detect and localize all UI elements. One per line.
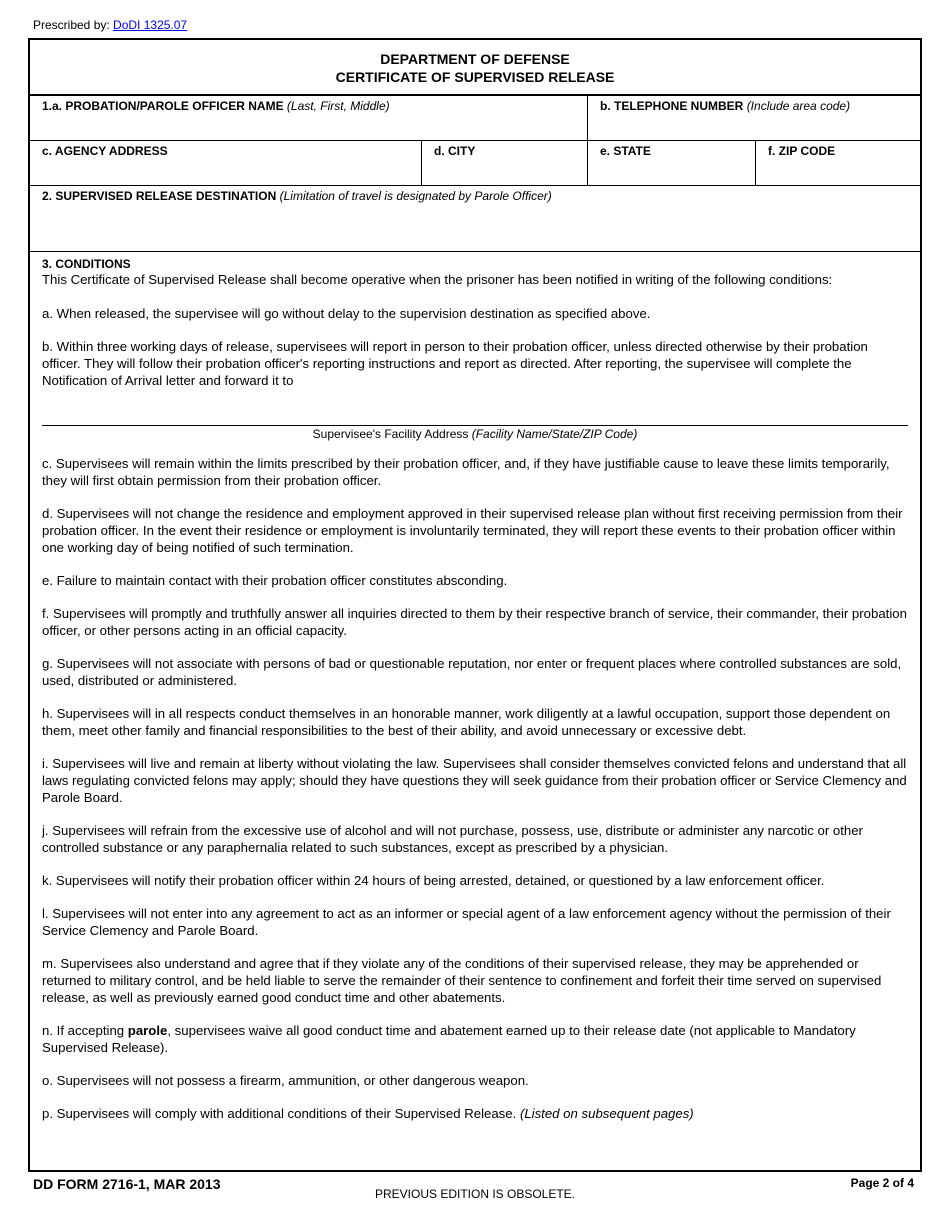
destination-hint: (Limitation of travel is designated by Parole Officer) (279, 189, 552, 203)
city-label: d. CITY (434, 144, 476, 158)
condition-e: e. Failure to maintain contact with their probation officer constitutes absconding. (42, 573, 508, 588)
condition-j: j. Supervisees will refrain from the excessive use of alcohol and will not purchase, possess, use, distribute or administer any narcotic or other controlled substance or any paraphernalia related to such substances, except as prescribed by a physician. (42, 823, 863, 855)
telephone-hint: (Include area code) (746, 99, 851, 113)
prescribed-by (33, 18, 187, 32)
officer-name-hint: (Last, First, Middle) (286, 99, 390, 113)
officer-name-label: 1.a. PROBATION/PAROLE OFFICER NAME (42, 99, 284, 113)
destination-label: 2. SUPERVISED RELEASE DESTINATION (42, 189, 277, 203)
edition-notice: PREVIOUS EDITION IS OBSOLETE. (374, 1187, 576, 1201)
state-field[interactable] (587, 141, 755, 185)
condition-o: o. Supervisees will not possess a firearm, ammunition, or other dangerous weapon. (42, 1073, 529, 1088)
telephone-label: b. TELEPHONE NUMBER (600, 99, 744, 113)
conditions-intro: This Certificate of Supervised Release shall become operative when the prisoner has been notified in writing of the following conditions: (42, 272, 833, 287)
condition-n-bold: parole (127, 1023, 168, 1038)
condition-n-post: , supervisees waive all good conduct time and abatement earned up to their release date (not applicable to Mandatory Supervised Release). (42, 1023, 856, 1055)
zip-label: f. ZIP CODE (768, 144, 836, 158)
conditions-section (30, 252, 920, 1122)
facility-caption-label: Supervisee's Facility Address (312, 427, 469, 441)
condition-n-pre: n. If accepting (42, 1023, 128, 1038)
condition-f: f. Supervisees will promptly and truthfully answer all inquiries directed to them by their respective branch of service, their commander, their probation officer, or other persons acting in an official capacity. (42, 606, 907, 638)
department-title: DEPARTMENT OF DEFENSE (380, 51, 570, 67)
row-officer (30, 96, 920, 141)
condition-p-text: p. Supervisees will comply with additional conditions of their Supervised Release. (42, 1106, 520, 1121)
conditions-title: 3. CONDITIONS (42, 257, 131, 271)
state-label: e. STATE (600, 144, 651, 158)
zip-field[interactable] (755, 141, 920, 185)
agency-address-field[interactable] (30, 141, 421, 185)
prescribed-label: Prescribed by: (33, 18, 114, 32)
facility-caption-hint: (Facility Name/State/ZIP Code) (471, 427, 638, 441)
condition-l: l. Supervisees will not enter into any agreement to act as an informer or special agent of a law enforcement agency without the permission of their Service Clemency and Parole Board. (42, 906, 891, 938)
officer-name-field[interactable] (30, 96, 587, 140)
condition-b: b. Within three working days of release, supervisees will report in person to their probation officer, unless directed otherwise by their probation officer. They will follow their probation officer's reporting instructions and report as directed. After reporting, the supervisee will complete the Notification of Arrival letter and forward it to (42, 339, 868, 388)
condition-k: k. Supervisees will notify their probation officer within 24 hours of being arrested, detained, or questioned by a law enforcement officer. (42, 873, 825, 888)
city-field[interactable] (421, 141, 587, 185)
page-number: Page 2 of 4 (850, 1176, 914, 1190)
condition-c: c. Supervisees will remain within the limits prescribed by their probation officer, and, if they have justifiable cause to leave these limits temporarily, they will first obtain permission from their probation officer. (42, 456, 890, 488)
destination-field[interactable] (30, 186, 920, 251)
facility-address-input[interactable] (42, 425, 908, 426)
row-destination (30, 186, 920, 252)
facility-address-caption (42, 427, 908, 442)
dodi-link[interactable]: DoDI 1325.07 (113, 18, 188, 32)
form-id: DD FORM 2716-1, MAR 2013 (33, 1176, 221, 1192)
form-page (28, 38, 922, 1172)
condition-p-hint: (Listed on subsequent pages) (519, 1106, 694, 1121)
row-address (30, 141, 920, 186)
condition-m: m. Supervisees also understand and agree that if they violate any of the conditions of their supervised release, they may be apprehended or returned to military control, and be held liable to serve the remainder of their sentence to confinement and forfeit their time served on supervised release, as well as previously earned good conduct time and other abatements. (42, 956, 882, 1005)
agency-address-label: c. AGENCY ADDRESS (42, 144, 168, 158)
condition-g: g. Supervisees will not associate with persons of bad or questionable reputation, nor enter or frequent places where controlled substances are sold, used, distributed or administered. (42, 656, 902, 688)
form-header (30, 40, 920, 96)
form-title: CERTIFICATE OF SUPERVISED RELEASE (335, 69, 615, 85)
condition-p (42, 1105, 908, 1122)
telephone-field[interactable] (587, 96, 920, 140)
condition-i: i. Supervisees will live and remain at liberty without violating the law. Supervisees shall consider themselves convicted felons and understand that all laws regulating convicted felons may apply; should they have questions they will seek guidance from their probation officer or Service Clemency and Parole Board. (42, 756, 907, 805)
condition-h: h. Supervisees will in all respects conduct themselves in an honorable manner, work diligently at a lawful occupation, support those dependent on them, meet other family and financial responsibilities to the best of their ability, and avoid unnecessary or excessive debt. (42, 706, 891, 738)
condition-n (42, 1022, 908, 1056)
condition-a: a. When released, the supervisee will go without delay to the supervision destination as specified above. (42, 306, 651, 321)
condition-d: d. Supervisees will not change the residence and employment approved in their supervised release plan without first receiving permission from their probation officer. In the event their residence or employment is involuntarily terminated, they will report these events to their probation officer within one working day of being notified of such termination. (42, 506, 903, 555)
